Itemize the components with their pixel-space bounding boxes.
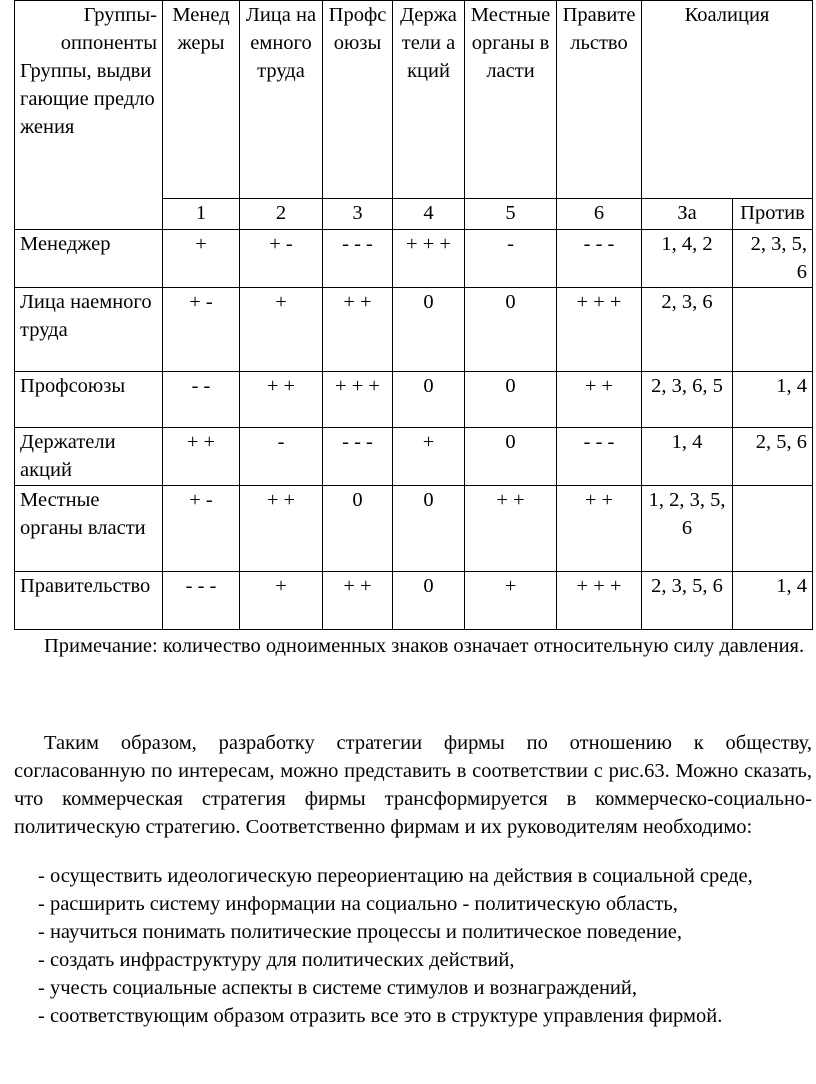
row-header-government: Правительство [15,572,163,630]
coalition-header: Коалиция [642,1,813,199]
table-row [15,230,813,288]
table-cell: + + + [557,572,642,630]
list-item: - научиться понимать политические процессы и политическое поведение, [38,921,683,943]
table-cell: - - - [557,428,642,486]
recommendation-list [14,862,812,1030]
list-item: - учесть социальные аспекты в системе стимулов и вознаграждений, [38,977,637,999]
table-cell: - - [163,372,240,428]
table-cell: - [465,230,557,288]
coalition-for-cell: 1, 4, 2 [642,230,733,288]
table-cell: + + + [557,288,642,372]
column-number-3: 3 [323,199,393,230]
coalition-against-cell: 2, 3, 5, 6 [733,230,813,288]
column-header-employees: Лица наемного труда [240,1,323,199]
table-cell: 0 [323,486,393,572]
table-row [15,288,813,372]
column-number-4: 4 [393,199,465,230]
table-row [15,486,813,572]
table-row [15,428,813,486]
coalition-against-cell: 1, 4 [733,572,813,630]
row-header-local-authorities: Местные органы власти [15,486,163,572]
coalition-against-cell [733,288,813,372]
table-cell: - - - [323,428,393,486]
coalition-table [14,0,813,630]
coalition-for-cell: 2, 3, 6 [642,288,733,372]
row-header-shareholders: Держатели акций [15,428,163,486]
table-cell: + + [557,486,642,572]
table-cell: + [163,230,240,288]
table-cell: 0 [465,288,557,372]
table-row [15,372,813,428]
table-cell: + - [163,288,240,372]
coalition-for-cell: 1, 4 [642,428,733,486]
table-cell: + + [323,572,393,630]
column-number-1: 1 [163,199,240,230]
table-cell: 0 [465,428,557,486]
table-note: Примечание: количество одноименных знаков означает относительную силу давления. [44,635,805,657]
table-cell: + + [557,372,642,428]
column-header-unions: Профсоюзы [323,1,393,199]
table-cell: - - - [557,230,642,288]
table-cell: 0 [393,572,465,630]
table-cell: 0 [393,486,465,572]
column-number-6: 6 [557,199,642,230]
table-cell: + - [240,230,323,288]
column-number-5: 5 [465,199,557,230]
coalition-for-cell: 2, 3, 6, 5 [642,372,733,428]
table-cell: + [240,572,323,630]
list-item: - соответствующим образом отразить все это в структуре управления фирмой. [38,1005,723,1027]
table-cell: 0 [465,372,557,428]
table-cell: + + [240,372,323,428]
column-header-shareholders: Держатели акций [393,1,465,199]
table-cell: + + [465,486,557,572]
table-cell: 0 [393,288,465,372]
table-cell: + + + [323,372,393,428]
list-item: - осуществить идеологическую переориентацию на действия в социальной среде, [38,865,753,887]
table-row [15,572,813,630]
column-number-2: 2 [240,199,323,230]
table-cell: + [240,288,323,372]
table-cell: 0 [393,372,465,428]
coalition-for-header: За [642,199,733,230]
row-header-managers: Менеджер [15,230,163,288]
table-cell: - - - [163,572,240,630]
body-paragraph: Таким образом, разработку стратегии фирмы по отношению к обществу, согласованную по интересам, можно представить в соответствии с рис.63. Можно сказать, что коммерческая стратегия фирмы трансформируется в коммерческо-социально-политическую стратегию. Соответственно фирмам и их руководителям необходимо: [14,732,812,838]
corner-header-opponents: Группы-оппоненты [60,4,157,54]
list-item: - расширить систему информации на социально - политическую область, [38,893,678,915]
coalition-against-header: Против [733,199,813,230]
corner-header-proposers: Группы, выдвигающие предложения [20,60,155,138]
coalition-against-cell: 1, 4 [733,372,813,428]
table-cell: + + [163,428,240,486]
column-header-local-authorities: Местные органы власти [465,1,557,199]
coalition-against-cell [733,486,813,572]
corner-header-cell [15,1,163,230]
table-cell: + + + [393,230,465,288]
table-cell: + + [323,288,393,372]
column-header-government: Правительство [557,1,642,199]
list-item: - создать инфраструктуру для политических действий, [38,949,515,971]
coalition-for-cell: 2, 3, 5, 6 [642,572,733,630]
table-cell: + [393,428,465,486]
table-cell: - [240,428,323,486]
coalition-against-cell: 2, 5, 6 [733,428,813,486]
row-header-unions: Профсоюзы [15,372,163,428]
table-cell: + + [240,486,323,572]
coalition-for-cell: 1, 2, 3, 5, 6 [642,486,733,572]
row-header-employees: Лица наемного труда [15,288,163,372]
table-cell: + - [163,486,240,572]
table-cell: + [465,572,557,630]
table-cell: - - - [323,230,393,288]
column-header-managers: Менеджеры [163,1,240,199]
